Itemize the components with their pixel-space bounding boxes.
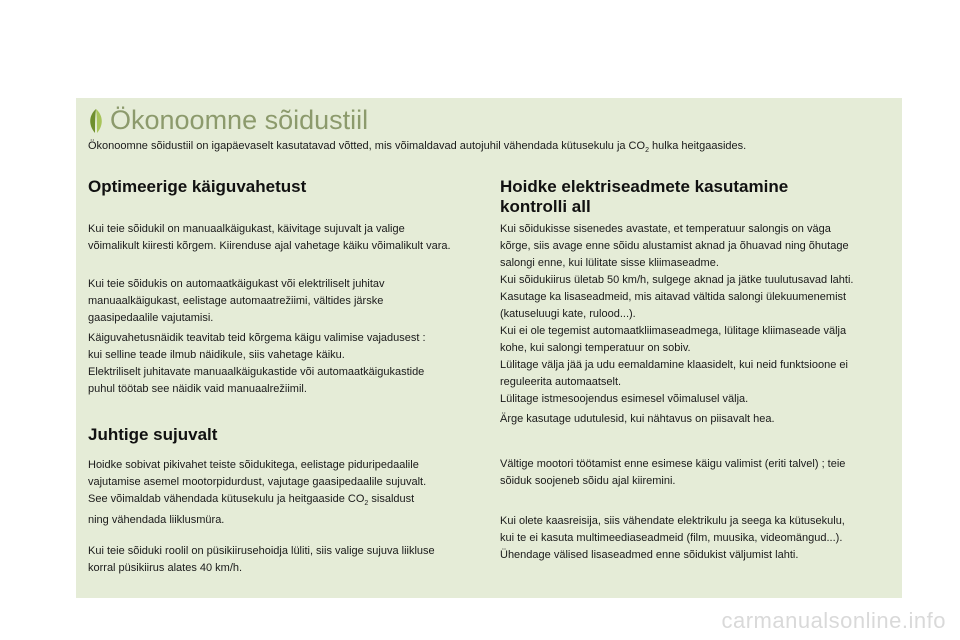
intro-text: Ökonoomne sõidustiil on igapäevaselt kasutatavad võtted, mis võimaldavad autojuhil vähendada kütusekulu ja $CO_2$ hulka heitgaasides. [88, 140, 747, 155]
watermark: carmanualsonline.info [721, 608, 946, 633]
heading-optimize-gearshift: Optimeerige käiguvahetust [88, 177, 307, 196]
paragraph-passenger-multimedia: Kui olete kaasreisija, siis vähendate elektrikulu ja seega ka kütusekulu, kui te ei kasuta multimeediaseadmeid (film, muusika, videomängud...). Ühendage välised lisaseadmed enne sõidukist väljumist lahti. [500, 515, 845, 561]
page-title: Ökonoomne sõidustiil [110, 105, 369, 135]
paragraph-gearshift-indicator: Käiguvahetusnäidik teavitab teid kõrgema käigu valimise vajadusest : kui selline teade ilmub näidikule, siis vahetage käiku. Elektriliselt juhitavate manuaalkäigukastide või automaatkäigukastide puhul töötab see näidik vaid manuaalrežiimil. [88, 332, 426, 395]
heading-electrical-equipment: Hoidke elektriseadmete kasutamine kontrolli all [500, 177, 789, 216]
paragraph-cruise-control: Kui teie sõiduki roolil on püsikiirusehoidja lüliti, siis valige sujuva liikluse korral püsikiirus alates 40 km/h. [88, 545, 435, 574]
paragraph-climate-tips: Kui sõidukisse sisenedes avastate, et temperatuur salongis on väga kõrge, siis avage enne sõidu alustamist aknad ja õhuavad ning õhutage salongi enne, kui lülitate sisse kliimaseadme. Kui sõidukiirus ületab 50 km/h, sulgege aknad ja jätke tuulutusavad lahti. Kasutage ka lisaseadmeid, mis aitavad vältida salongi ülekuumenemist (katuseluugi kate, rulood...). Kui ei ole tegemist automaatkliimaseadmega, lülitage kliimaseade välja kohe, kui salongi temperatuur on sobiv. Lülitage välja jää ja udu eemaldamine klaasidelt, kui neid funktsioone ei reguleerita automaatselt. Lülitage istmesoojendus esimesel võimalusel välja. [500, 223, 854, 405]
paragraph-following-distance: Hoidke sobivat pikivahet teiste sõidukitega, eelistage piduripedaalile vajutamise asemel mootorpidurdust, vajutage gaasipedaalile sujuvalt. See võimaldab vähendada kütusekulu ja heitgaaside $CO_2$ sisaldust ning vähendada liiklusmüra. [88, 459, 427, 527]
heading-drive-smoothly: Juhtige sujuvalt [88, 425, 218, 444]
paragraph-manual-gearbox: Kui teie sõidukil on manuaalkäigukast, käivitage sujuvalt ja valige võimalikult kiiresti kõrgem. Kiirenduse ajal vahetage käiku võimalikult vara. [88, 223, 451, 252]
paragraph-engine-idling: Vältige mootori töötamist enne esimese käigu valimist (eriti talvel) ; teie sõiduk soojeneb sõidu ajal kiiremini. [500, 458, 846, 487]
paragraph-fog-lights: Ärge kasutage udutulesid, kui nähtavus on piisavalt hea. [500, 413, 775, 425]
leaf-icon [86, 107, 106, 135]
paragraph-automatic-gearbox: Kui teie sõidukis on automaatkäigukast või elektriliselt juhitav manuaalkäigukast, eelistage automaatrežiimi, vältides järske gaasipedaalile vajutamisi. [88, 278, 385, 324]
